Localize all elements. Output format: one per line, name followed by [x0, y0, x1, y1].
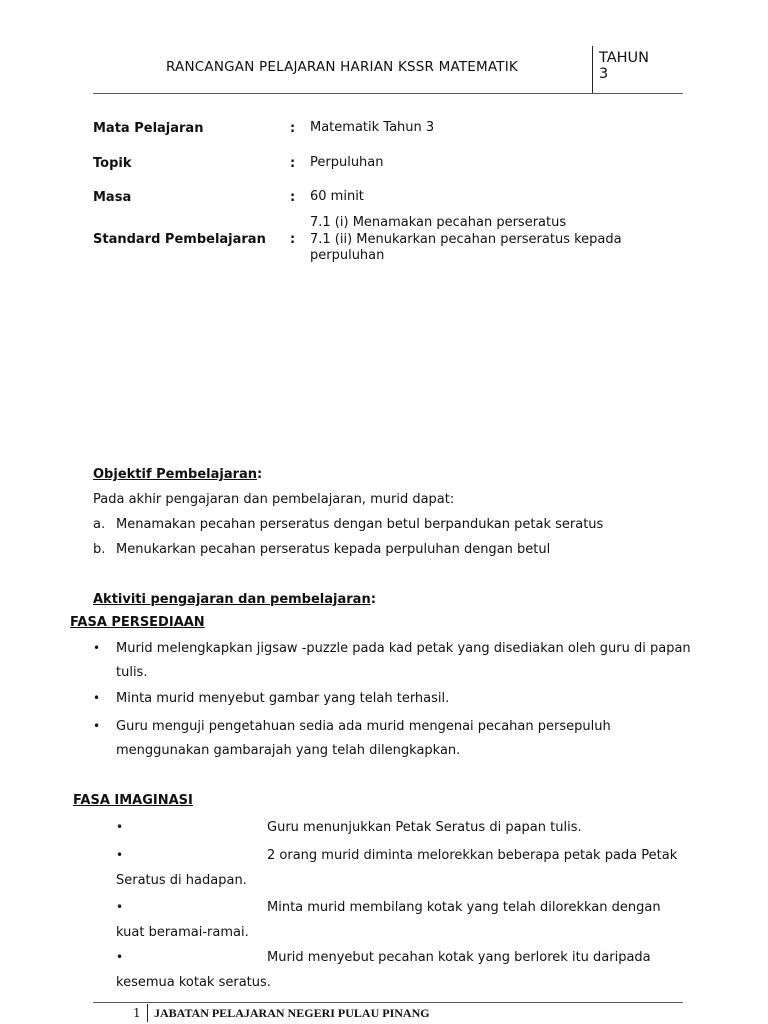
year-label-word: TAHUN: [599, 50, 650, 66]
header-divider: [592, 46, 593, 94]
standard-colon: :: [290, 232, 296, 247]
bullet: •: [116, 820, 124, 834]
subject-label: Mata Pelajaran: [93, 121, 204, 136]
standard-label: Standard Pembelajaran: [93, 232, 266, 247]
topic-colon: :: [290, 156, 296, 171]
objectives-heading-text: Objektif Pembelajaran: [93, 467, 258, 482]
topic-label: Topik: [93, 156, 132, 171]
standard-line: 7.1 (ii) Menukarkan pecahan perseratus kepada: [310, 231, 622, 247]
list-item-continuation: kesemua kotak seratus.: [116, 975, 271, 990]
list-item: 2 orang murid diminta melorekkan beberapa petak pada Petak: [267, 848, 678, 863]
bullet: •: [93, 719, 101, 733]
standard-value: [310, 215, 622, 265]
objective-marker-b: b.: [93, 542, 106, 557]
standard-line: perpuluhan: [310, 248, 385, 263]
time-value: 60 minit: [310, 189, 364, 204]
time-colon: :: [290, 190, 296, 205]
bullet: •: [93, 691, 101, 705]
year-label: [599, 50, 669, 82]
objective-item: Menamakan pecahan perseratus dengan betul berpandukan petak seratus: [116, 517, 604, 532]
footer-text: JABATAN PELAJARAN NEGERI PULAU PINANG: [154, 1006, 430, 1020]
document-title: RANCANGAN PELAJARAN HARIAN KSSR MATEMATIK: [166, 59, 518, 75]
objective-marker-a: a.: [93, 517, 106, 532]
activities-heading-text: Aktiviti pengajaran dan pembelajaran: [93, 592, 371, 607]
activities-heading: [93, 592, 376, 607]
topic-value: Perpuluhan: [310, 155, 384, 170]
year-label-number: 3: [599, 66, 609, 82]
objectives-intro: Pada akhir pengajaran dan pembelajaran, murid dapat:: [93, 492, 455, 507]
footer-divider: [147, 1004, 148, 1022]
page-number: 1: [133, 1006, 141, 1020]
objectives-heading: [93, 467, 262, 482]
bullet: •: [116, 900, 124, 914]
objective-item: Menukarkan pecahan perseratus kepada perpuluhan dengan betul: [116, 542, 551, 557]
list-item-continuation: tulis.: [116, 665, 148, 680]
list-item: Murid menyebut pecahan kotak yang berlorek itu daripada: [267, 950, 651, 965]
list-item: Minta murid membilang kotak yang telah dilorekkan dengan: [267, 900, 661, 915]
list-item: Murid melengkapkan jigsaw -puzzle pada kad petak yang disediakan oleh guru di papan: [116, 641, 691, 656]
list-item: Minta murid menyebut gambar yang telah terhasil.: [116, 691, 450, 706]
bullet: •: [93, 641, 101, 655]
list-item-continuation: Seratus di hadapan.: [116, 873, 247, 888]
subject-value: Matematik Tahun 3: [310, 120, 435, 135]
subject-colon: :: [290, 121, 296, 136]
bullet: •: [116, 950, 124, 964]
list-item: Guru menguji pengetahuan sedia ada murid mengenai pecahan persepuluh: [116, 719, 611, 734]
phase-preparation-heading: FASA PERSEDIAAN: [70, 615, 205, 630]
bullet: •: [116, 848, 124, 862]
footer-rule: [93, 1002, 683, 1003]
standard-line: 7.1 (i) Menamakan pecahan perseratus: [310, 215, 567, 230]
list-item: Guru menunjukkan Petak Seratus di papan tulis.: [267, 820, 582, 835]
list-item-continuation: menggunakan gambarajah yang telah dilengkapkan.: [116, 743, 461, 758]
header-rule: [93, 93, 683, 94]
list-item-continuation: kuat beramai-ramai.: [116, 925, 249, 940]
phase-imagination-heading: FASA IMAGINASI: [73, 793, 193, 808]
activities-heading-colon: :: [370, 592, 376, 607]
objectives-heading-colon: :: [257, 467, 263, 482]
time-label: Masa: [93, 190, 132, 205]
